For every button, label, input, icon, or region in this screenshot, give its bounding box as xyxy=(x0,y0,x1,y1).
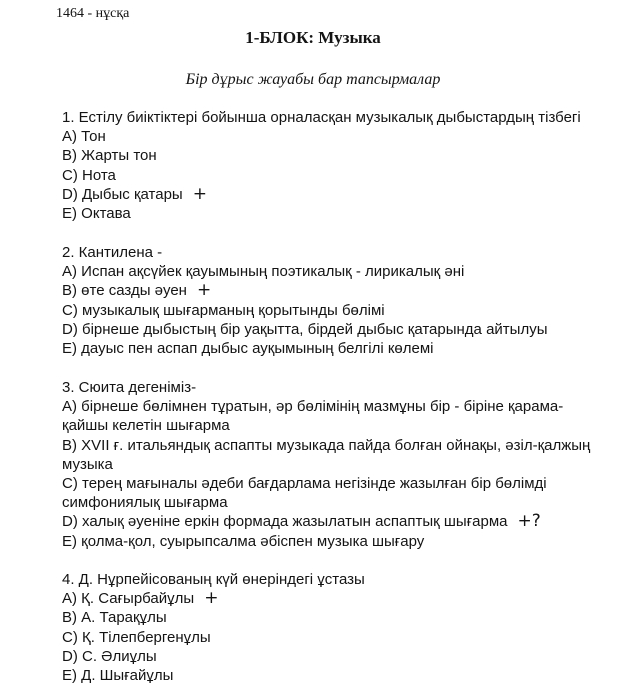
question-2-option-c: C) музыкалық шығарманың қорытынды бөлімі xyxy=(62,301,385,319)
question-4-option-e: E) Д. Шығайұлы xyxy=(62,667,174,685)
question-3-option-d xyxy=(62,512,592,531)
question-3-option-b: B) XVII ғ. итальяндық аспапты музыкада пайда болған ойнақы, әзіл-қалжың xyxy=(62,436,591,454)
question-2-option-b xyxy=(62,281,592,300)
question-4 xyxy=(62,570,592,685)
question-2-option-a: A) Испан ақсүйек қауымының поэтикалық - лирикалық әні xyxy=(62,263,465,281)
question-1-option-a: A) Тон xyxy=(62,128,106,146)
question-1-option-c: C) Нота xyxy=(62,166,116,184)
handwritten-mark-q4: + xyxy=(204,588,219,609)
question-1-option-e: E) Октава xyxy=(62,205,131,223)
question-4-option-a xyxy=(62,589,592,608)
question-3-option-e: E) қолма-қол, суырыпсалма әбіспен музыка шығару xyxy=(62,532,425,550)
question-1-option-d xyxy=(62,185,592,204)
question-4-option-c: C) Қ. Тілепбергенұлы xyxy=(62,628,211,646)
question-2 xyxy=(62,243,592,358)
question-2-text: 2. Кантилена - xyxy=(62,244,163,261)
handwritten-mark-q2: + xyxy=(196,280,212,301)
question-4-text: 4. Д. Нұрпейісованың күй өнеріндегі ұстазы xyxy=(62,571,365,588)
question-2-option-b-text: B) өте сазды әуен xyxy=(62,282,187,300)
question-3-text: 3. Сюита дегеніміз- xyxy=(62,379,197,396)
question-4-option-d: D) С. Әлиұлы xyxy=(62,647,157,665)
question-4-option-a-text: A) Қ. Сағырбайұлы xyxy=(62,590,195,608)
question-3-option-c: C) терең мағыналы әдеби бағдарлама негізінде жазылған бір бөлімді xyxy=(62,475,547,493)
question-2-option-e: E) дауыс пен аспап дыбыс ауқымының белгілі көлемі xyxy=(62,340,434,358)
question-3 xyxy=(62,378,592,551)
question-1-text: 1. Естілу биіктіктері бойынша орналасқан музыкалық дыбыстардың тізбегі xyxy=(62,109,581,126)
section-subtitle: Бір дұрыс жауабы бар тапсырмалар xyxy=(185,71,441,88)
question-4-option-b: B) А. Тарақұлы xyxy=(62,609,167,627)
question-3-option-c-cont: симфониялық шығарма xyxy=(62,494,228,512)
question-3-option-a: A) бірнеше бөлімнен тұратын, әр бөлімінің мазмұны бір - біріне қарама- xyxy=(62,398,564,416)
question-1-option-d-text: D) Дыбыс қатары xyxy=(62,185,183,203)
question-1-option-b: B) Жарты тон xyxy=(62,147,157,165)
block-title: 1-БЛОК: Музыка xyxy=(245,28,381,47)
question-3-option-b-cont: музыка xyxy=(62,455,113,473)
question-1 xyxy=(62,108,592,223)
handwritten-mark-q1: + xyxy=(192,183,207,204)
question-3-option-a-cont: қайшы келетін шығарма xyxy=(62,417,230,435)
question-2-option-d: D) бірнеше дыбыстың бір уақытта, бірдей дыбыс қатарында айтылуы xyxy=(62,320,548,338)
variant-number: 1464 - нұсқа xyxy=(56,6,130,21)
question-3-option-d-text: D) халық әуеніне еркін формада жазылатын аспаптық шығарма xyxy=(62,513,508,531)
handwritten-mark-q3: +? xyxy=(517,511,541,532)
